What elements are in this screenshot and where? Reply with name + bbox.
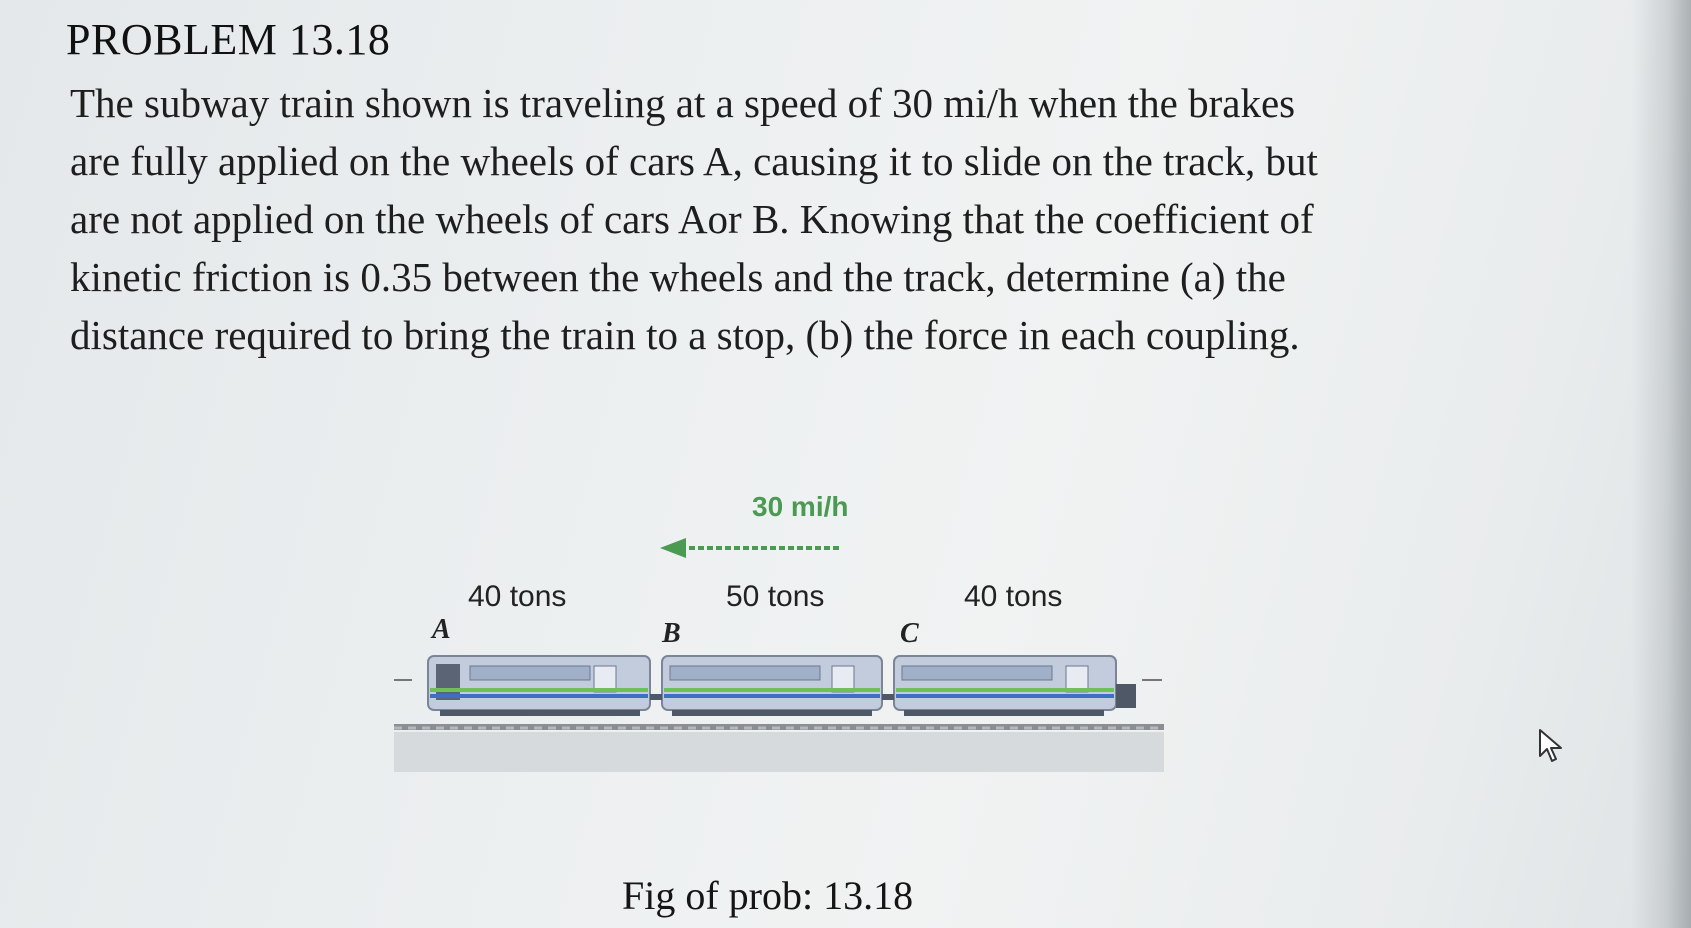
track (394, 724, 1164, 772)
train-figure (380, 480, 1180, 780)
statement-line: kinetic friction is 0.35 between the wheels and the track, determine (a) the (70, 254, 1286, 300)
train-diagram (380, 480, 1180, 780)
statement-line: are fully applied on the wheels of cars A, causing it to slide on the track, but (70, 138, 1318, 184)
problem-statement (70, 74, 1510, 364)
car-c-mass: 40 tons (964, 580, 1063, 613)
screen-edge-shadow (1631, 0, 1691, 928)
coupling-ab (650, 694, 662, 700)
velocity-arrow (660, 538, 840, 558)
problem-title: PROBLEM 13.18 (66, 15, 391, 64)
mouse-pointer-icon (1538, 728, 1564, 764)
car-a (428, 656, 650, 716)
coupling-bc (882, 694, 894, 700)
car-b-mass: 50 tons (726, 580, 825, 613)
car-b-label: B (662, 618, 681, 649)
car-b (662, 656, 882, 716)
statement-line: distance required to bring the train to a stop, (b) the force in each coupling. (70, 312, 1300, 358)
statement-line: are not applied on the wheels of cars Aor B. Knowing that the coefficient of (70, 196, 1314, 242)
figure-caption: Fig of prob: 13.18 (622, 873, 914, 918)
car-a-label: A (432, 614, 451, 645)
car-c (894, 656, 1136, 716)
car-c-label: C (900, 618, 919, 649)
speed-label: 30 mi/h (752, 491, 849, 522)
statement-line: The subway train shown is traveling at a speed of 30 mi/h when the brakes (70, 80, 1296, 126)
car-a-mass: 40 tons (468, 580, 567, 613)
